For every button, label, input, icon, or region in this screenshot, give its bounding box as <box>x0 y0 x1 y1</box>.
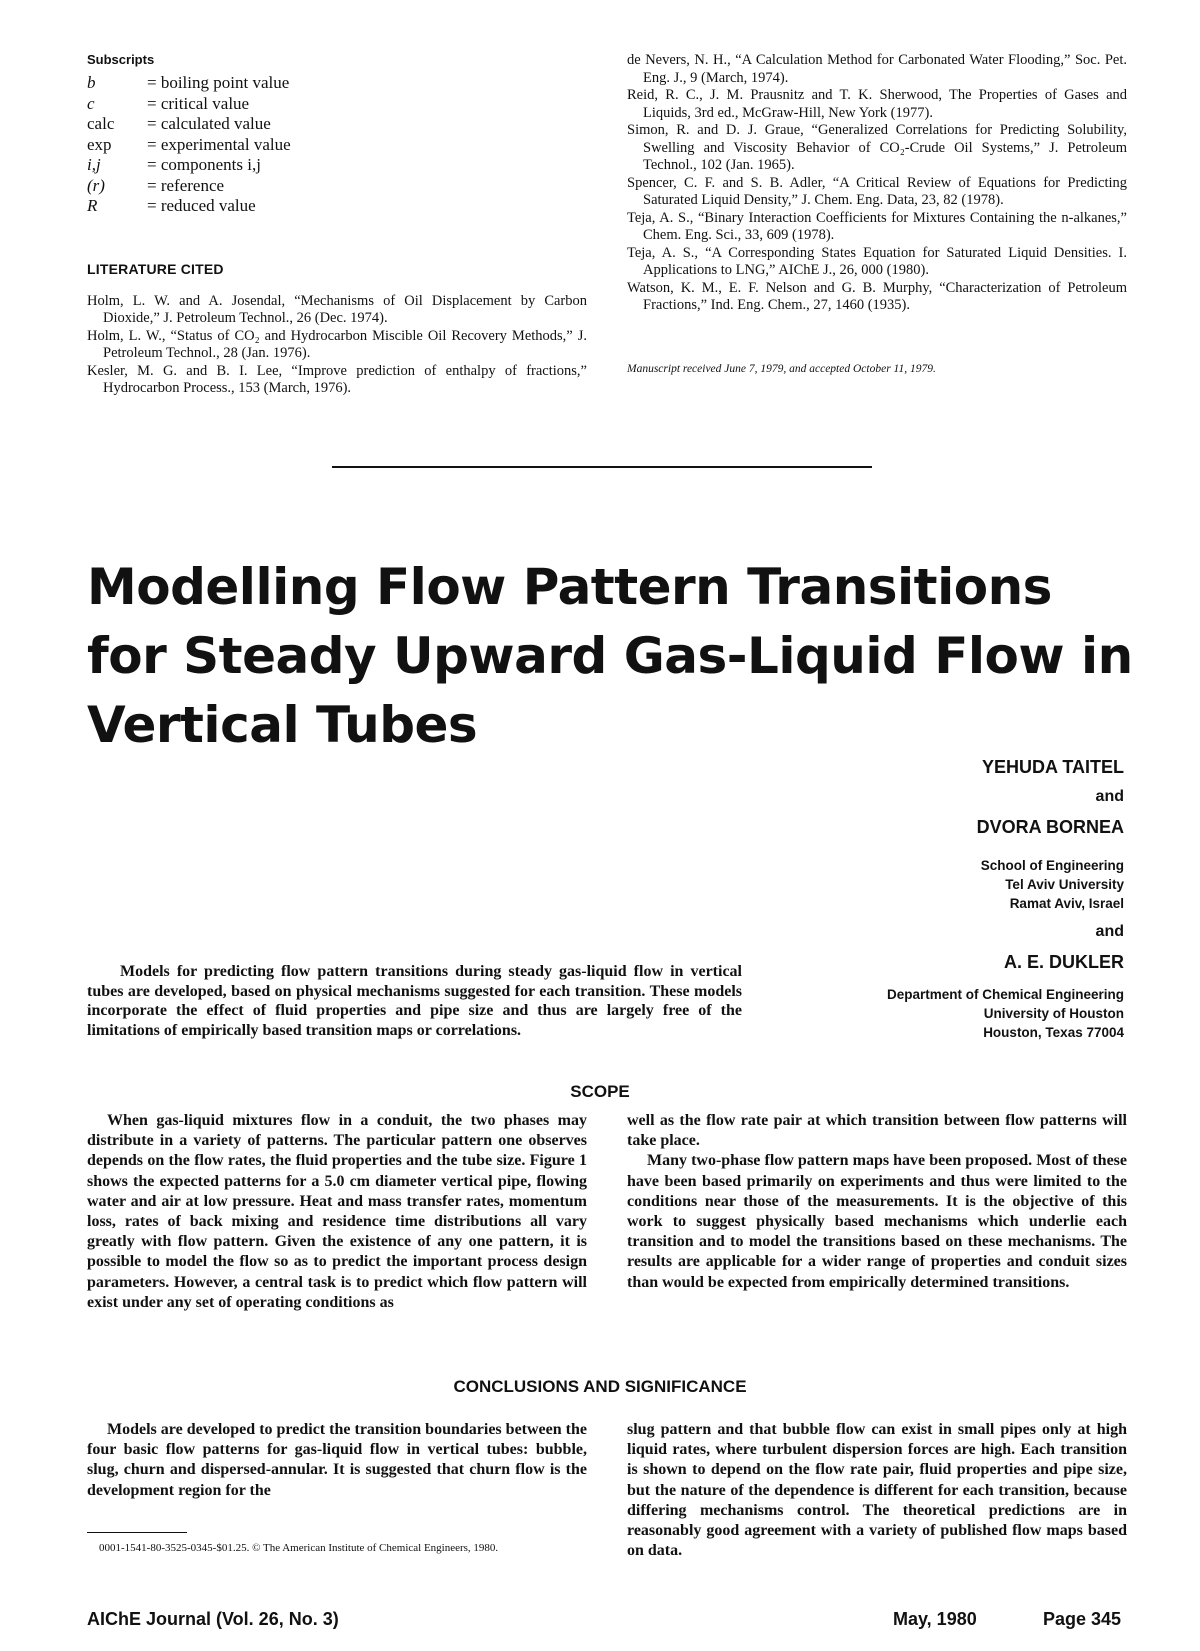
subscript-definition: = critical value <box>147 93 250 113</box>
footer-page-number: Page 345 <box>1043 1609 1122 1629</box>
scope-right-column <box>627 1111 1127 1293</box>
subscript-symbol: (r) <box>87 175 105 195</box>
reference-item: Holm, L. W. and A. Josendal, “Mechanisms of Oil Displacement by Carbon Dioxide,” J. Petroleum Technol., 26 (Dec. 1974). <box>87 292 587 326</box>
subscript-row <box>87 155 587 176</box>
author-block <box>704 756 1124 1042</box>
footer-date: May, 1980 <box>893 1609 977 1629</box>
scope-left-column <box>87 1111 587 1313</box>
subscripts-heading: Subscripts <box>87 52 155 67</box>
subscript-symbol: exp <box>87 134 112 154</box>
subscript-symbol: b <box>87 73 96 92</box>
subscript-row <box>87 135 587 156</box>
subscript-row <box>87 114 587 135</box>
subscript-symbol: R <box>87 196 98 215</box>
footnote-rule <box>87 1532 187 1533</box>
reference-item: de Nevers, N. H., “A Calculation Method for Carbonated Water Flooding,” Soc. Pet. Eng. J., 9 (March, 1974). <box>627 52 1127 86</box>
top-left-column <box>87 52 587 398</box>
subscript-definition: = calculated value <box>147 114 271 133</box>
scope-paragraph: When gas-liquid mixtures flow in a conduit, the two phases may distribute in a variety of patterns. The particular pattern one observes depends on the flow rates, the fluid properties and the tube size. Figure 1 shows the expected patterns for a 5.0 cm diameter vertical pipe, flowing water and air at low pressure. Heat and mass transfer rates, momentum loss, rates of back mixing and residence time distributions all vary greatly with flow pattern. Given the existence of any one pattern, it is possible to model the flow so as to predict the important process design parameters. However, a central task is to predict which flow pattern will exist under any set of operating conditions as <box>87 1112 587 1311</box>
subscript-definition: = experimental value <box>147 134 291 154</box>
reference-item: Kesler, M. G. and B. I. Lee, “Improve prediction of enthalpy of fractions,” Hydrocarbon Process., 153 (March, 1976). <box>87 362 587 396</box>
subscript-row <box>87 176 587 197</box>
top-right-column <box>627 52 1127 375</box>
abstract: Models for predicting flow pattern transitions during steady gas-liquid flow in vertical tubes are developed, based on physical mechanisms suggested for each transition. These models incorporate the effect of fluid properties and pipe size and thus are largely free of the limitations of empirically based transition maps or correlations. <box>87 963 742 1039</box>
section-divider <box>332 466 872 468</box>
footer-journal: AIChE Journal (Vol. 26, No. 3) <box>87 1609 339 1629</box>
copyright-footnote: 0001-1541-80-3525-0345-$01.25. © The American Institute of Chemical Engineers, 1980. <box>99 1542 499 1554</box>
subscript-definition: = reduced value <box>147 196 256 215</box>
reference-item: Watson, K. M., E. F. Nelson and G. B. Murphy, “Characterization of Petroleum Fractions,” Ind. Eng. Chem., 27, 1460 (1935). <box>627 279 1127 313</box>
manuscript-note: Manuscript received June 7, 1979, and accepted October 11, 1979. <box>627 362 936 375</box>
author-affiliation: School of Engineering <box>980 858 1124 873</box>
reference-item: Reid, R. C., J. M. Prausnitz and T. K. Sherwood, The Properties of Gases and Liquids, 3rd ed., McGraw-Hill, New York (1977). <box>627 87 1127 121</box>
reference-item: Holm, L. W., “Status of CO₂ and Hydrocarbon Miscible Oil Recovery Methods,” J. Petroleum Technol., 28 (Jan. 1976). <box>87 327 587 361</box>
subscript-symbol: i,j <box>87 155 101 174</box>
author-affiliation: Ramat Aviv, Israel <box>1009 896 1124 911</box>
subscript-symbol: calc <box>87 114 115 133</box>
author-and: and <box>1095 923 1124 940</box>
subscript-definition: = boiling point value <box>147 73 290 92</box>
conclusions-paragraph: Models are developed to predict the transition boundaries between the four basic flow patterns for gas-liquid flow in vertical tubes: bubble, slug, churn and dispersed-annular. It is suggested that churn flow is the development region for the <box>87 1421 587 1499</box>
reference-item: Spencer, C. F. and S. B. Adler, “A Critical Review of Equations for Predicting Saturated Liquid Density,” J. Chem. Eng. Data, 23, 82 (1978). <box>627 174 1127 208</box>
conclusions-paragraph: slug pattern and that bubble flow can exist in small pipes only at high liquid rates, where turbulent dispersion forces are high. Each transition is shown to depend on the flow rate pair, fluid properties and pipe size, but the nature of the dependence is different for each transition, because differing mechanisms control. The theoretical predictions are in reasonably good agreement with a variety of published flow maps based on data. <box>627 1421 1127 1560</box>
conclusions-left-column <box>87 1420 587 1501</box>
scope-heading: SCOPE <box>570 1082 630 1101</box>
literature-heading: LITERATURE CITED <box>87 260 224 277</box>
author-name: DVORA BORNEA <box>976 817 1124 837</box>
author-name: YEHUDA TAITEL <box>982 757 1124 777</box>
author-name: A. E. DUKLER <box>1003 952 1124 972</box>
subscript-definition: = reference <box>147 175 225 195</box>
author-and: and <box>1095 788 1124 805</box>
conclusions-heading: CONCLUSIONS AND SIGNIFICANCE <box>453 1377 747 1396</box>
reference-item: Simon, R. and D. J. Graue, “Generalized Correlations for Predicting Solubility, Swelling and Viscosity Behavior of CO₂-Crude Oil Systems,” J. Petroleum Technol., 102 (Jan. 1965). <box>627 122 1127 173</box>
subscript-row <box>87 94 587 115</box>
subscripts-list <box>87 73 587 217</box>
reference-item: Teja, A. S., “A Corresponding States Equation for Saturated Liquid Densities. I. Applications to LNG,” AIChE J., 26, 000 (1980). <box>627 244 1127 278</box>
subscript-symbol: c <box>87 93 95 113</box>
author-affiliation: University of Houston <box>983 1006 1124 1021</box>
subscript-definition: = components i,j <box>147 155 261 174</box>
author-affiliation: Tel Aviv University <box>1005 877 1124 892</box>
scope-paragraph: Many two-phase flow pattern maps have been proposed. Most of these have been based primarily on experiments and thus were limited to the conditions near those of the measurements. It is the objective of this work to suggest physically based mechanisms which underlie each transition and to model the transitions based on these mechanisms. The results are applicable for a wider range of properties and conduit sizes than would be expected from empirically determined transitions. <box>627 1152 1127 1291</box>
author-affiliation: Department of Chemical Engineering <box>886 987 1124 1002</box>
article-title: Modelling Flow Pattern Transitions for Steady Upward Gas-Liquid Flow in Vertical Tubes <box>87 558 1133 754</box>
author-affiliation: Houston, Texas 77004 <box>983 1025 1124 1040</box>
subscript-row <box>87 196 587 217</box>
scope-paragraph: well as the flow rate pair at which transition between flow patterns will take place. <box>627 1112 1127 1150</box>
conclusions-right-column <box>627 1420 1127 1561</box>
subscript-row <box>87 73 587 94</box>
reference-item: Teja, A. S., “Binary Interaction Coefficients for Mixtures Containing the n-alkanes,” Chem. Eng. Sci., 33, 609 (1978). <box>627 209 1127 243</box>
